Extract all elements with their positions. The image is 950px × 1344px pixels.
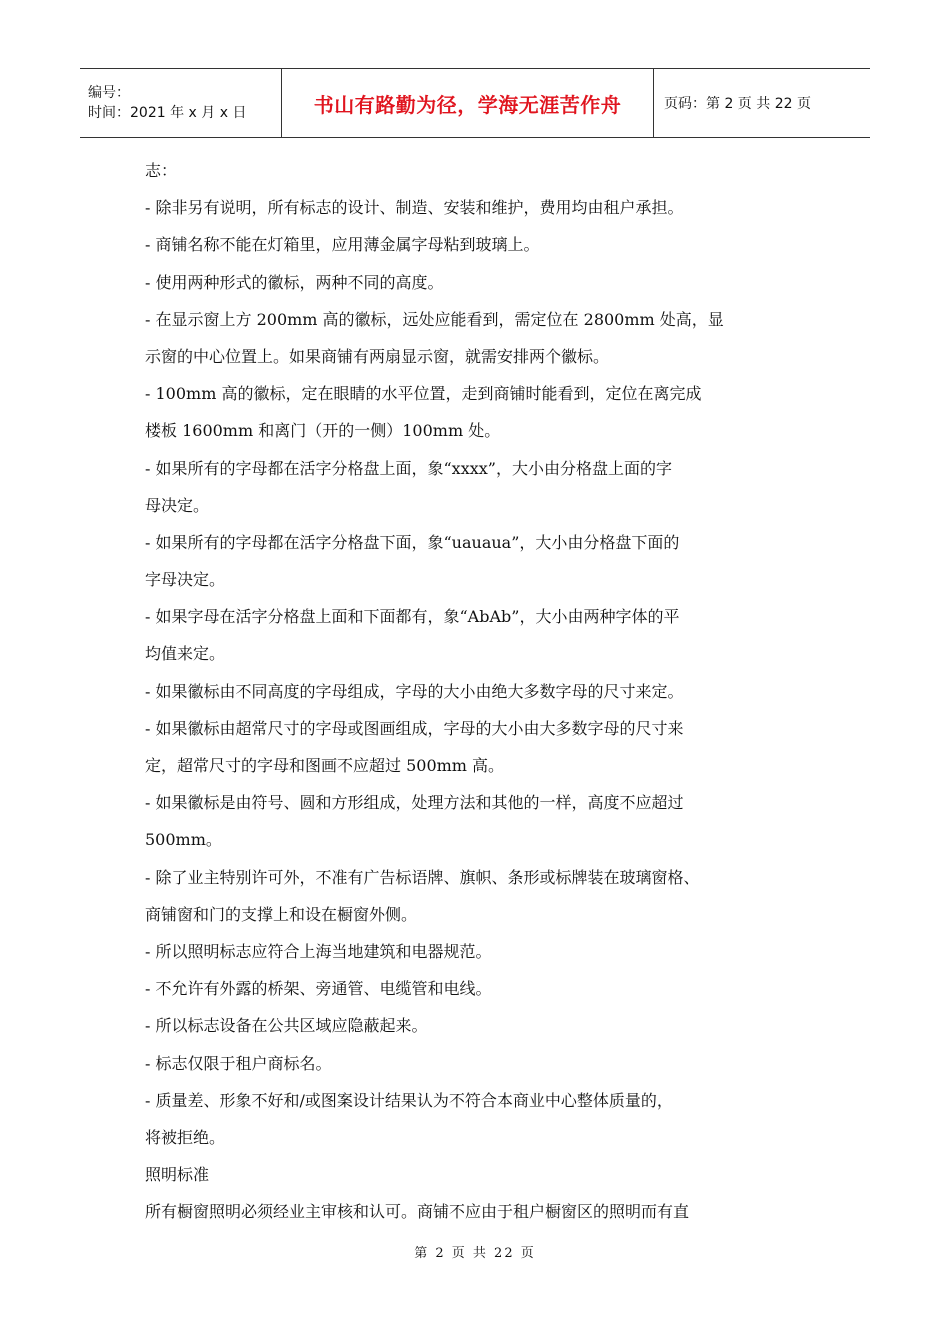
page-footer: 第 2 页 共 22 页 [414,1246,536,1261]
header-page-info: 页码：第 2 页 共 22 页 [664,96,811,112]
page-header [80,68,870,138]
text-line: - 标志仅限于租户商标名。 [145,1053,332,1073]
header-meta [80,69,282,137]
header-motto: 书山有路勤为径，学海无涯苦作舟 [313,92,622,117]
text-line: - 如果所有的字母都在活字分格盘下面，象“uauaua”，大小由分格盘下面的 [145,532,680,552]
text-line: 500mm。 [145,830,222,850]
text-line: 母决定。 [145,495,210,515]
text-line: 所有橱窗照明必须经业主审核和认可。商铺不应由于租户橱窗区的照明而有直 [145,1202,690,1222]
text-line: - 如果徽标由超常尺寸的字母或图画组成，字母的大小由大多数字母的尺寸来 [145,718,684,738]
text-line: - 商铺名称不能在灯箱里，应用薄金属字母粘到玻璃上。 [145,235,540,255]
text-line: - 不允许有外露的桥架、旁通管、电缆管和电线。 [145,979,492,999]
text-line: - 除非另有说明，所有标志的设计、制造、安装和维护，费用均由租户承担。 [145,198,684,218]
text-line: - 如果徽标由不同高度的字母组成，字母的大小由绝大多数字母的尺寸来定。 [145,681,684,701]
header-motto-cell [282,69,654,137]
text-line: - 使用两种形式的徽标，两种不同的高度。 [145,272,444,292]
text-line: - 100mm 高的徽标，定在眼睛的水平位置，走到商铺时能看到，定位在离完成 [145,384,702,404]
text-line: 定，超常尺寸的字母和图画不应超过 500mm 高。 [145,756,505,775]
text-line: 将被拒绝。 [145,1127,226,1147]
section-heading: 照明标准 [145,1165,210,1185]
text-line: 示窗的中心位置上。如果商铺有两扇显示窗，就需安排两个徽标。 [145,346,610,366]
text-line: - 质量差、形象不好和/或图案设计结果认为不符合本商业中心整体质量的， [145,1090,673,1110]
text-line: - 如果徽标是由符号、圆和方形组成，处理方法和其他的一样，高度不应超过 [145,793,684,813]
text-line: - 在显示窗上方 200mm 高的徽标，远处应能看到，需定位在 2800mm 处高，显 [145,309,724,329]
document-number-label: 编号： [88,85,130,101]
document-date: 时间：2021 年 x 月 x 日 [88,105,247,121]
text-line: 字母决定。 [145,570,226,590]
header-page-info-cell [654,69,870,137]
text-line: 楼板 1600mm 和离门（开的一侧）100mm 处。 [145,421,501,441]
text-line: - 所以标志设备在公共区域应隐蔽起来。 [145,1016,428,1036]
document-body [145,152,810,1230]
text-line: 均值来定。 [145,644,226,664]
text-line: - 如果字母在活字分格盘上面和下面都有，象“AbAb”，大小由两种字体的平 [145,607,680,627]
text-line: - 除了业主特别许可外，不准有广告标语牌、旗帜、条形或标牌装在玻璃窗格、 [145,867,700,887]
text-line: 商铺窗和门的支撑上和设在橱窗外侧。 [145,904,418,924]
text-line: - 如果所有的字母都在活字分格盘上面，象“xxxx”，大小由分格盘上面的字 [145,458,672,478]
text-line: 志： [145,161,178,180]
text-line: - 所以照明标志应符合上海当地建筑和电器规范。 [145,941,492,961]
